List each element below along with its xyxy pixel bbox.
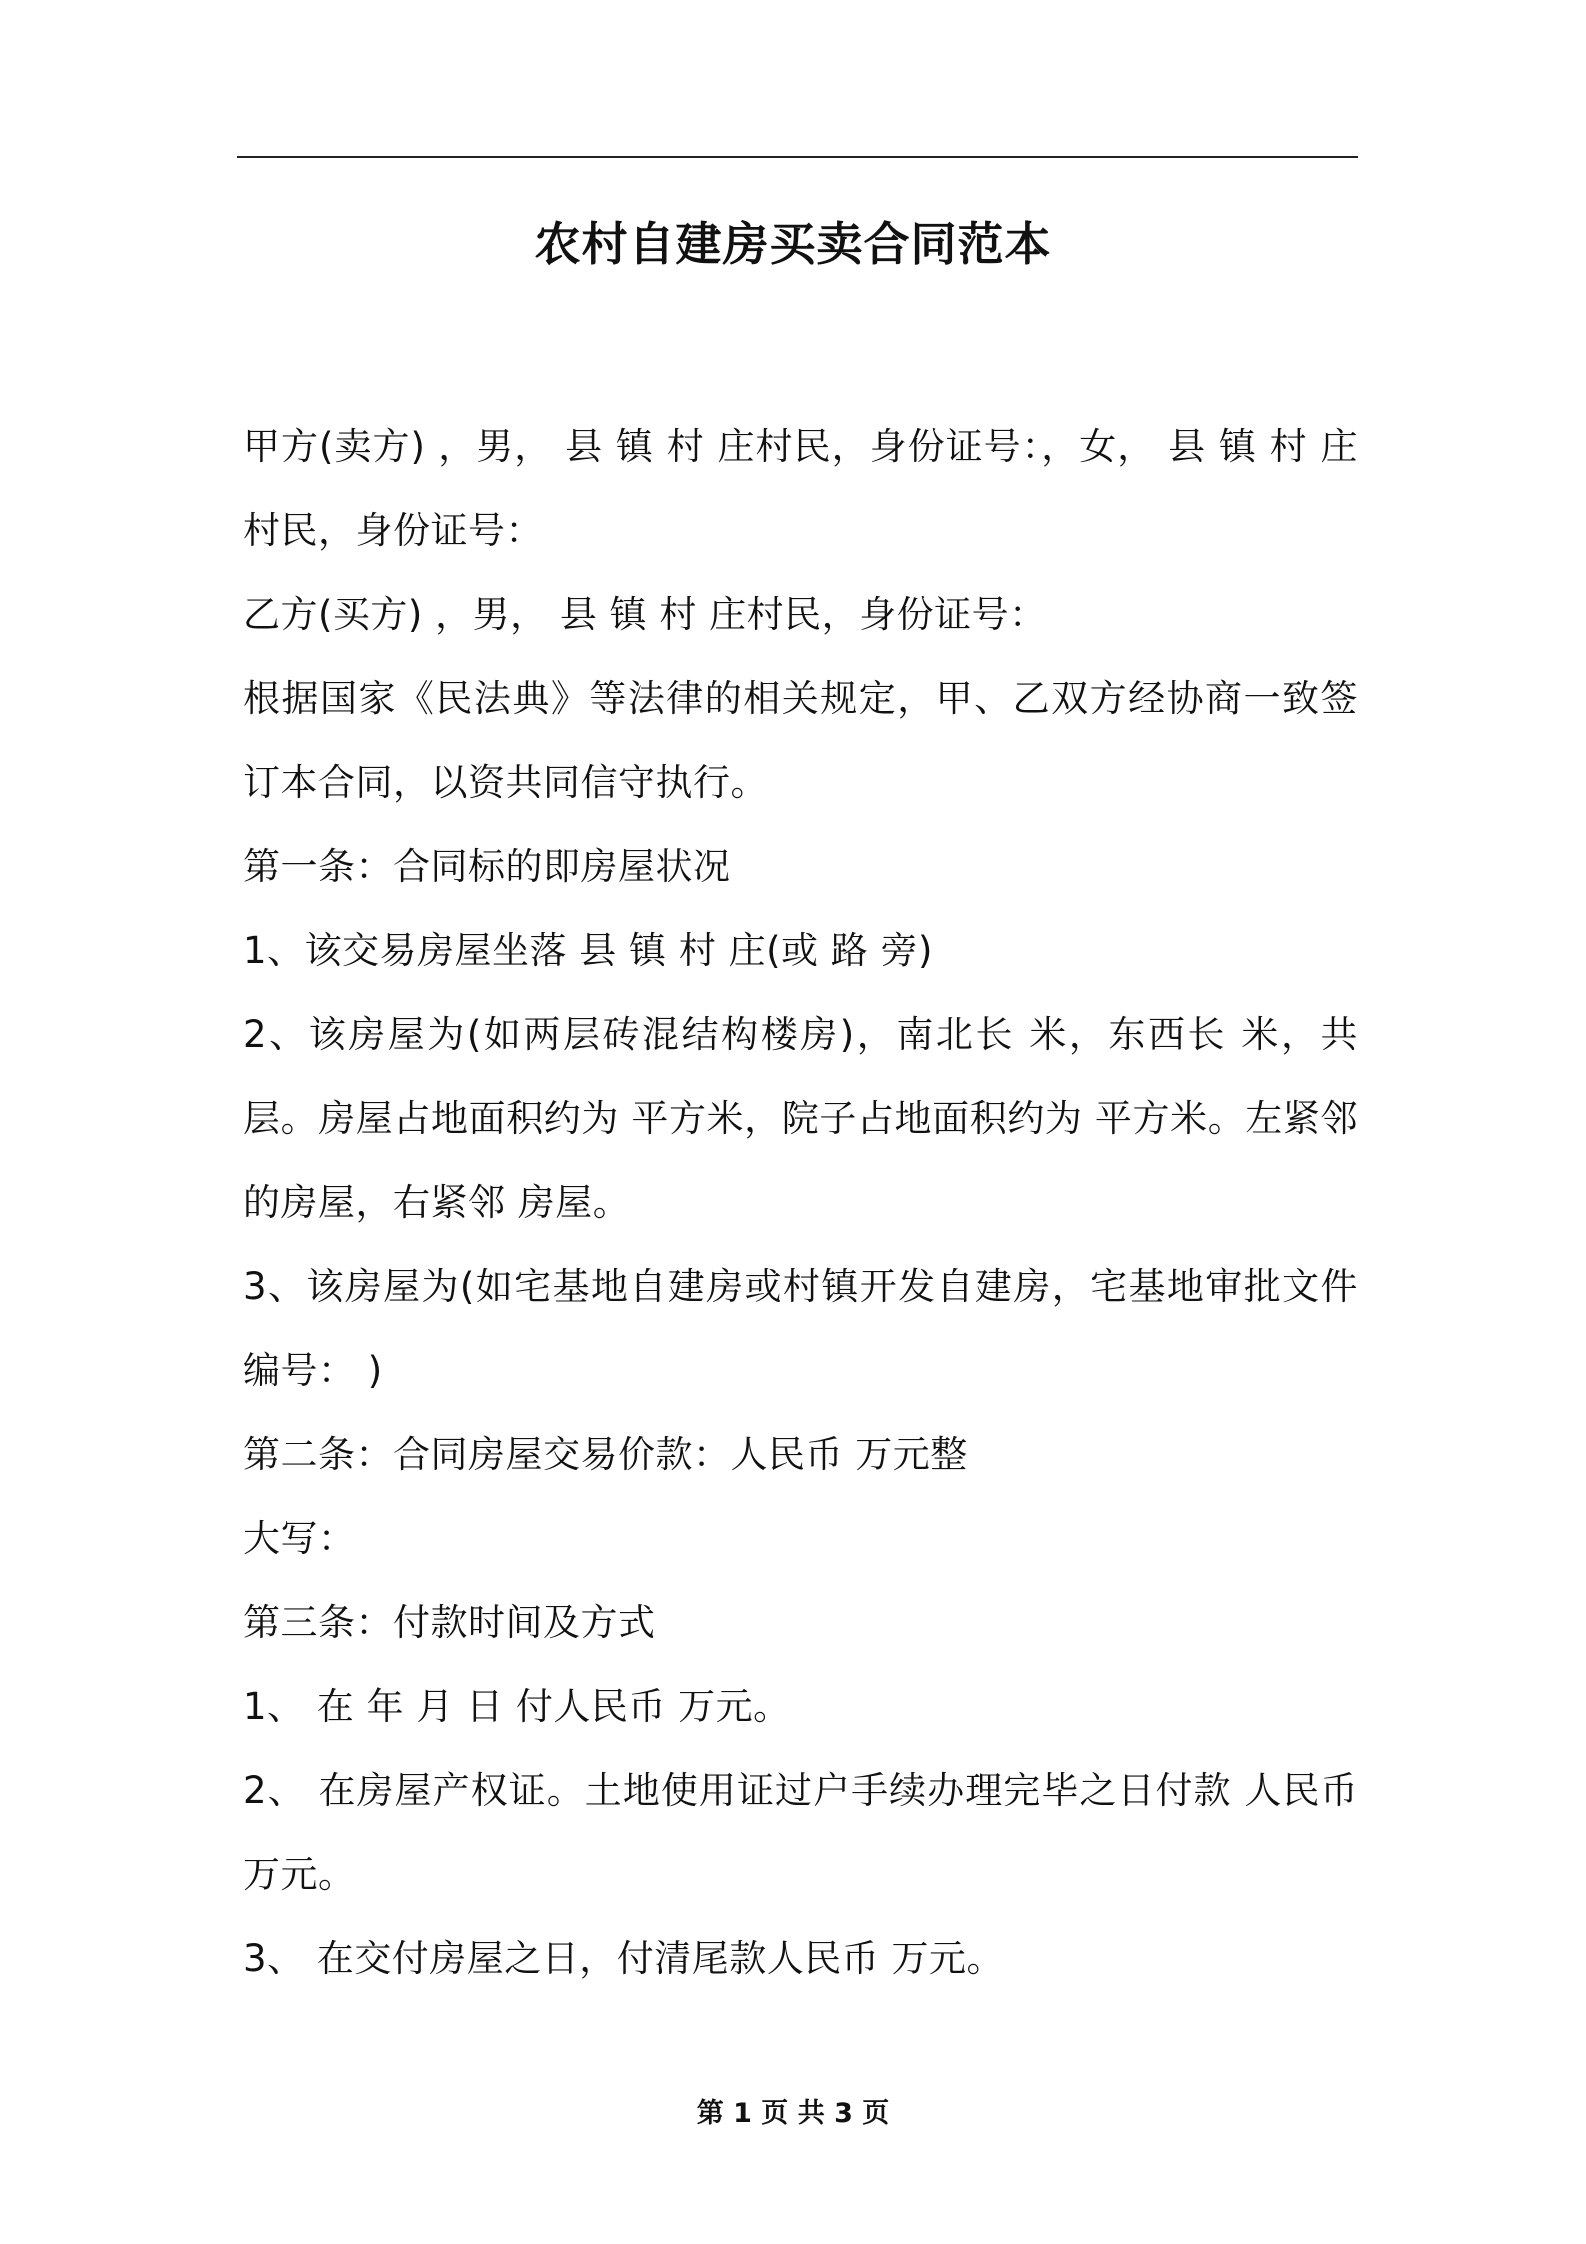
article-1-item-2: 2、该房屋为(如两层砖混结构楼房)，南北长 米，东西长 米，共 层。房屋占地面积约为 平方米，院子占地面积约为 平方米。左紧邻 的房屋，右紧邻 房屋。 [243, 1013, 1371, 1224]
document-title: 农村自建房买卖合同范本 [534, 217, 1052, 271]
article-1-heading: 第一条：合同标的即房屋状况 [243, 845, 731, 888]
article-3-item-1: 1、 在 年 月 日 付人民币 万元。 [243, 1685, 791, 1728]
article-1-item-1: 1、该交易房屋坐落 县 镇 村 庄(或 路 旁) [243, 929, 933, 972]
header-rule [237, 156, 1358, 158]
document-body [243, 405, 1371, 2001]
article-2-heading: 第二条：合同房屋交易价款：人民币 万元整 [243, 1433, 968, 1476]
party-b-paragraph: 乙方(买方) ，男， 县 镇 村 庄村民，身份证号： [243, 593, 1047, 636]
preamble-paragraph: 根据国家《民法典》等法律的相关规定，甲、乙双方经协商一致签订本合同，以资共同信守执行。 [243, 677, 1358, 804]
amount-in-words: 大写： [243, 1517, 356, 1560]
article-3-heading: 第三条：付款时间及方式 [243, 1601, 656, 1644]
article-3-item-3: 3、 在交付房屋之日，付清尾款人民币 万元。 [243, 1937, 1005, 1980]
party-a-paragraph: 甲方(卖方) ，男， 县 镇 村 庄村民，身份证号：，女， 县 镇 村 庄村民，身份证号： [243, 425, 1358, 552]
article-1-item-3: 3、该房屋为(如宅基地自建房或村镇开发自建房，宅基地审批文件编号： ) [243, 1265, 1358, 1392]
page-footer: 第 1 页 共 3 页 [696, 2098, 890, 2129]
article-3-item-2: 2、 在房屋产权证。土地使用证过户手续办理完毕之日付款 人民币 万元。 [243, 1769, 1371, 1896]
